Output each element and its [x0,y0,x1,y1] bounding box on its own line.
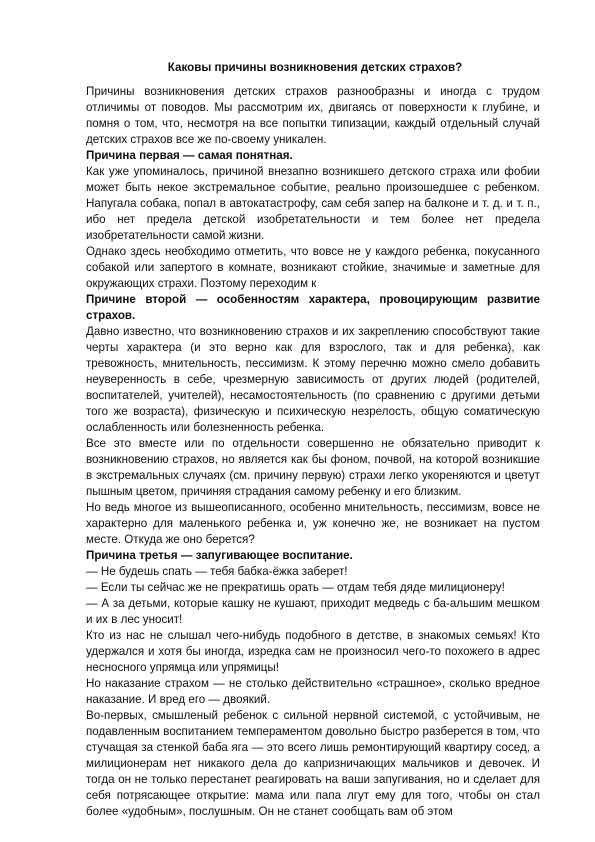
paragraph-question: Но ведь многое из вышеописанного, особенно мнительность, пессимизм, вовсе не характерно для маленького ребенка и, уж конечно же, не возникает на пустом месте. Откуда же оно берется? [86,501,540,546]
quote-line: — А за детьми, которые кашку не кушают, приходит медведь с ба-альшим мешком и их в лес уносит! [86,597,540,626]
paragraph-background: Все это вместе или по отдельности совершенно не обязательно приводит к возникновению страхов, но является как бы фоном, почвой, на которой возникшие в экстремальных случаях (см. причину первую) страхи легко укореняются и цветут пышным цветом, причиняя страдания самому ребенку и его близким. [86,437,540,498]
document-title: Каковы причины возникновения детских страхов? [167,61,463,74]
quote-line: — Не будешь спать — тебя бабка-ёжка заберет! [86,565,348,578]
paragraph-first-cause: Как уже упоминалось, причиной внезапно возникшего детского страха или фобии может быть некое экстремальное событие, реально произошедшее с ребенком. Напугала собака, попал в автокатастрофу, сам себя запер на балконе и т. д. и т. п., ибо нет предела детской изобретательности и тем более нет предела изобретательности самой жизни. [86,165,540,242]
quote-line: — Если ты сейчас же не прекратишь орать — отдам тебя дяде милиционеру! [86,581,505,594]
section-heading-first-cause: Причина первая — самая понятная. [86,149,293,162]
paragraph-first-harm: Во-первых, смышленый ребенок с сильной нервной системой, с устойчивым, не подавленным воспитанием темпераментом довольно быстро разберется в том, что стучащая за стенкой баба яга — это всего лишь ремонтирующий квартиру сосед, а милиционерам нет никакого дела до капризничающих мальчиков и девочек. И тогда он не только перестанет реагировать на ваши запугивания, но и сделает для себя потрясающее открытие: мама или папа лгут ему для того, чтобы он стал более «удобным», послушным. Он не станет сообщать вам об этом [86,709,540,818]
document-page [86,60,540,820]
paragraph-punishment: Но наказание страхом — не столько действительно «страшное», сколько вредное наказание. И вред его — двоякий. [86,677,540,706]
section-heading-second-cause: Причине второй — особенностям характера, провоцирующим развитие страхов. [86,293,540,322]
paragraph-childhood: Кто из нас не слышал чего-нибудь подобного в детстве, в знакомых семьях! Кто удержался и хотя бы иногда, изредка сам не произносил чего-то похожего в адрес несносного упрямца или упрямицы! [86,629,540,674]
section-heading-third-cause: Причина третья — запугивающее воспитание. [86,549,353,562]
intro-paragraph: Причины возникновения детских страхов разнообразны и иногда с трудом отличимы от поводов. Мы рассмотрим их, двигаясь от поверхности к глубине, и помня о том, что, несмотря на все попытки типизации, каждый отдельный случай детских страхов все же по-своему уникален. [86,85,540,146]
paragraph-transition: Однако здесь необходимо отметить, что вовсе не у каждого ребенка, покусанного собакой или запертого в комнате, возникают стойкие, значимые и заметные для окружающих страхи. Поэтому переходим к [86,245,540,290]
paragraph-character-traits: Давно известно, что возникновению страхов и их закреплению способствуют такие черты характера (и это верно как для взрослого, так и для ребенка), как тревожность, мнительность, пессимизм. К этому перечню можно смело добавить неуверенность в себе, чрезмерную зависимость от других людей (родителей, воспитателей, учителей), несамостоятельность (по сравнению с другими детьми того же возраста), физическую и психическую незрелость, общую соматическую ослабленность или болезненность ребенка. [86,325,540,434]
